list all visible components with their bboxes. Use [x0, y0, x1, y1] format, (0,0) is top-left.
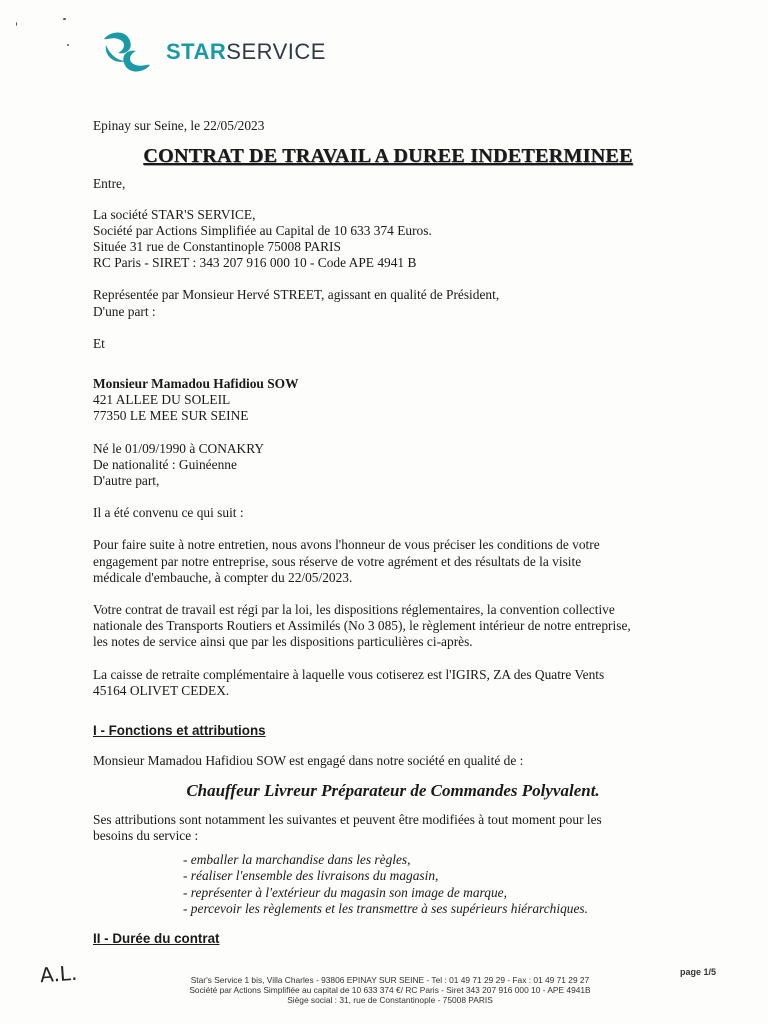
section-fonctions-title: I - Fonctions et attributions — [93, 723, 266, 739]
represented-line: Représentée par Monsieur Hervé STREET, agissant en qualité de Président, — [93, 287, 500, 303]
paragraph-line: engagement par notre entreprise, sous réserve de votre agrément et des résultats de la visite — [93, 553, 582, 569]
logo-star-text: STAR — [166, 39, 227, 64]
duty-item: - réaliser l'ensemble des livraisons du magasin, — [183, 868, 439, 884]
paragraph-line: besoins du service : — [93, 827, 199, 843]
starservice-logo-icon — [100, 31, 154, 73]
footer-line: Société par Actions Simplifiée au capital de 10 633 374 €/ RC Paris - Siret 343 207 916 000 10 - APE 4941B — [189, 985, 591, 995]
logo-service-text: SERVICE — [226, 39, 326, 64]
attributions-intro — [93, 812, 693, 844]
scan-speck — [63, 18, 66, 20]
date-line: Epinay sur Seine, le 22/05/2023 — [93, 118, 265, 133]
employee-block — [93, 376, 693, 425]
scan-speck — [67, 44, 69, 46]
paragraph-engagement — [93, 537, 693, 586]
paragraph-line: Votre contrat de travail est régi par la loi, les dispositions réglementaires, la convention collective — [93, 602, 615, 618]
initials-signature: A.L. — [39, 960, 78, 988]
represented-line: D'une part : — [93, 303, 156, 319]
engaged-line: Monsieur Mamadou Hafidiou SOW est engagé dans notre société en qualité de : — [93, 753, 524, 769]
paragraph-line: Pour faire suite à notre entretien, nous avons l'honneur de vous préciser les conditions de votre — [93, 537, 600, 553]
autre-part-line: D'autre part, — [93, 473, 160, 489]
paragraph-line: La caisse de retraite complémentaire à laquelle vous cotiserez est l'IGIRS, ZA des Quatre Vents — [93, 666, 605, 682]
section-duree-title: II - Durée du contrat — [93, 930, 220, 946]
employee-details — [93, 441, 693, 490]
scan-speck — [16, 22, 17, 26]
employee-name: Monsieur Mamadou Hafidiou SOW — [93, 376, 299, 392]
duty-item: - emballer la marchandise dans les règles, — [183, 852, 411, 868]
et-line: Et — [93, 335, 105, 351]
paragraph-regulation — [93, 602, 693, 651]
paragraph-retirement — [93, 667, 693, 699]
contract-title: CONTRAT DE TRAVAIL A DUREE INDETERMINEE — [143, 145, 633, 168]
paragraph-line: les notes de service ainsi que par les dispositions particulières ci-après. — [93, 634, 473, 650]
footer-line: Siège social : 31, rue de Constantinople - 75008 PARIS — [287, 995, 493, 1005]
document-body — [93, 118, 693, 947]
company-line: Située 31 rue de Constantinople 75008 PARIS — [93, 239, 341, 255]
company-line: RC Paris - SIRET : 343 207 916 000 10 - Code APE 4941 B — [93, 255, 417, 271]
representation-block — [93, 287, 693, 319]
job-title: Chauffeur Livreur Préparateur de Commandes Polyvalent. — [186, 781, 600, 801]
employee-address-line: 421 ALLEE DU SOLEIL — [93, 392, 231, 408]
footer-line: Star's Service 1 bis, Villa Charles - 93806 EPINAY SUR SEINE - Tel : 01 49 71 29 29 - Fax : 01 49 71 29 27 — [190, 975, 590, 985]
paragraph-line: 45164 OLIVET CEDEX. — [93, 682, 230, 698]
company-line: Société par Actions Simplifiée au Capital de 10 633 374 Euros. — [93, 222, 432, 238]
nationality-line: De nationalité : Guinéenne — [93, 456, 237, 472]
paragraph-line: médicale d'embauche, à compter du 22/05/2023. — [93, 569, 353, 585]
duty-item: - percevoir les règlements et les transmettre à ses supérieurs hiérarchiques. — [183, 900, 588, 916]
birth-line: Né le 01/09/1990 à CONAKRY — [93, 440, 265, 456]
employee-address-line: 77350 LE MEE SUR SEINE — [93, 408, 249, 424]
duty-item: - représenter à l'extérieur du magasin son image de marque, — [183, 884, 507, 900]
page-footer — [100, 975, 680, 1005]
company-block — [93, 207, 693, 272]
page-number: page 1/5 — [679, 967, 716, 977]
convenu-line: Il a été convenu ce qui suit : — [93, 505, 244, 521]
paragraph-line: nationale des Transports Routiers et Assimilés (No 3 085), le règlement intérieur de notre entreprise, — [93, 618, 631, 634]
company-logo — [100, 30, 326, 74]
paragraph-line: Ses attributions sont notamment les suivantes et peuvent être modifiées à tout moment pour les — [93, 811, 602, 827]
entre-line: Entre, — [93, 176, 126, 192]
company-line: La société STAR'S SERVICE, — [93, 206, 256, 222]
logo-wordmark — [166, 39, 326, 65]
duties-list — [183, 852, 693, 917]
